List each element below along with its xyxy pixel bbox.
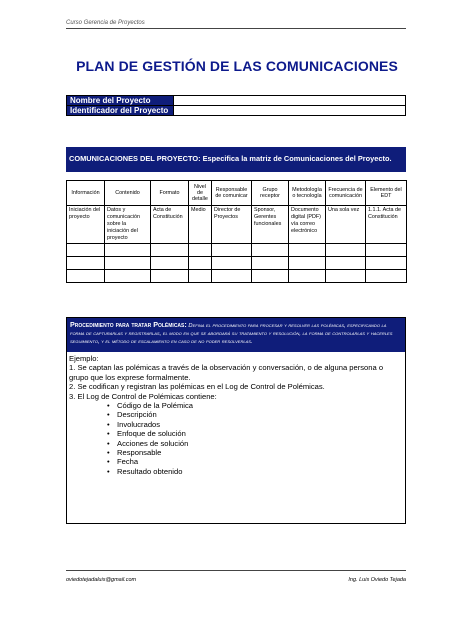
table-cell[interactable]: [189, 257, 212, 270]
col-header-informacion: Información: [67, 181, 105, 206]
table-cell[interactable]: Datos y comunicación sobre la iniciación del proyecto: [105, 206, 151, 244]
table-cell[interactable]: [67, 244, 105, 257]
project-name-field[interactable]: [174, 96, 406, 106]
table-cell[interactable]: [151, 270, 189, 283]
polemics-intro: Ejemplo:: [69, 354, 99, 363]
polemics-heading: [67, 318, 405, 352]
table-cell[interactable]: [366, 257, 407, 270]
table-cell[interactable]: [151, 257, 189, 270]
table-cell[interactable]: [212, 257, 252, 270]
polemics-step: 1. Se captan las polémicas a través de la observación y conversación, o de alguna persona o grupo que los exprese formalmente.: [69, 363, 384, 382]
table-cell[interactable]: [252, 244, 289, 257]
matrix-header-row: [67, 181, 407, 206]
table-cell[interactable]: [189, 244, 212, 257]
list-item: • Fecha: [69, 457, 403, 466]
col-header-metodologia: Metodología o tecnología: [289, 181, 326, 206]
table-cell[interactable]: [366, 244, 407, 257]
col-header-contenido: Contenido: [105, 181, 151, 206]
table-cell[interactable]: Iniciación del proyecto: [67, 206, 105, 244]
polemics-section: [66, 317, 406, 524]
col-header-responsable: Responsable de comunicar: [212, 181, 252, 206]
project-info-table: [66, 95, 406, 116]
table-cell[interactable]: [105, 270, 151, 283]
col-header-frecuencia: Frecuencia de comunicación: [326, 181, 366, 206]
list-item: • Descripción: [69, 410, 403, 419]
col-header-formato: Formato: [151, 181, 189, 206]
polemics-body[interactable]: [67, 352, 405, 478]
list-item: • Código de la Polémica: [69, 401, 403, 410]
table-cell[interactable]: [67, 257, 105, 270]
table-cell[interactable]: [105, 257, 151, 270]
project-name-row: [67, 96, 406, 106]
course-header: Curso Gerencia de Proyectos: [66, 20, 145, 26]
communications-matrix: [66, 180, 407, 283]
table-cell[interactable]: [252, 270, 289, 283]
polemics-step: 3. El Log de Control de Polémicas contiene:: [69, 391, 217, 401]
table-cell[interactable]: Sponsor, Gerentes funcionales: [252, 206, 289, 244]
table-cell[interactable]: Director de Proyectos: [212, 206, 252, 244]
table-cell[interactable]: Medio: [189, 206, 212, 244]
table-cell[interactable]: [105, 244, 151, 257]
list-item: • Responsable: [69, 448, 403, 457]
col-header-edt: Elemento del EDT: [366, 181, 407, 206]
list-item: • Resultado obtenido: [69, 467, 403, 476]
table-cell[interactable]: [289, 257, 326, 270]
project-id-label: Identificador del Proyecto: [67, 106, 174, 116]
polemics-heading-title: Procedimiento para tratar Polémicas:: [70, 320, 187, 329]
polemics-step: 2. Se codifican y registran las polémicas en el Log de Control de Polémicas.: [69, 382, 325, 392]
list-item: • Involucrados: [69, 420, 403, 429]
polemics-heading-description: Defina el procedimiento para procesar y resolver las polémicas, especificando la forma de capturarlas y registrarlas, el modo en que se abordará su tratamiento y resolución, la forma de controlarlas y hacerles seguimiento, y el método de escalamiento en caso de no poder resolverlas.: [70, 323, 393, 345]
project-name-label: Nombre del Proyecto: [67, 96, 174, 106]
header-divider: [66, 28, 406, 29]
table-cell[interactable]: [67, 270, 105, 283]
page-title: PLAN DE GESTIÓN DE LAS COMUNICACIONES: [76, 58, 398, 74]
table-cell[interactable]: [289, 270, 326, 283]
footer-divider: [66, 570, 406, 571]
project-id-row: [67, 106, 406, 116]
table-row: [67, 244, 407, 257]
table-cell[interactable]: 1.1.1. Acta de Constitución: [366, 206, 407, 244]
table-row: [67, 206, 407, 244]
table-cell[interactable]: [212, 244, 252, 257]
communications-heading: COMUNICACIONES DEL PROYECTO: Especifica la matriz de Comunicaciones del Proyecto.: [66, 147, 406, 172]
footer-email: oviedotejadaluis@gmail.com: [66, 577, 137, 583]
table-cell[interactable]: [212, 270, 252, 283]
table-cell[interactable]: [326, 257, 366, 270]
table-cell[interactable]: Documento digital (PDF) vía correo electrónico: [289, 206, 326, 244]
table-cell[interactable]: [366, 270, 407, 283]
table-cell[interactable]: [289, 244, 326, 257]
list-item: • Acciones de solución: [69, 439, 403, 448]
project-id-field[interactable]: [174, 106, 406, 116]
table-cell[interactable]: Acta de Constitución: [151, 206, 189, 244]
col-header-nivel: Nivel de detalle: [189, 181, 212, 206]
table-cell[interactable]: [151, 244, 189, 257]
table-row: [67, 257, 407, 270]
list-item: • Enfoque de solución: [69, 429, 403, 438]
table-cell[interactable]: [326, 270, 366, 283]
table-row: [67, 270, 407, 283]
table-cell[interactable]: [189, 270, 212, 283]
table-cell[interactable]: Una sola vez: [326, 206, 366, 244]
col-header-grupo: Grupo receptor: [252, 181, 289, 206]
table-cell[interactable]: [252, 257, 289, 270]
table-cell[interactable]: [326, 244, 366, 257]
footer-author: Ing. Luis Oviedo Tejada: [348, 577, 406, 583]
